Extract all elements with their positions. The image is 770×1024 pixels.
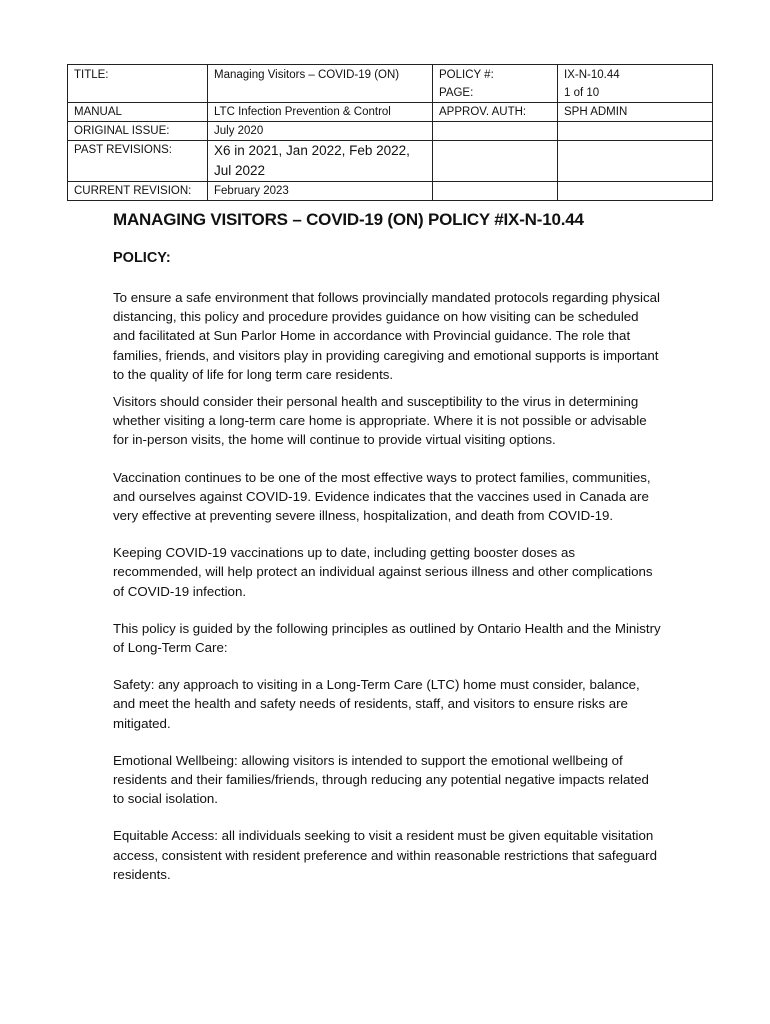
paragraph: Visitors should consider their personal health and susceptibility to the virus in determining whether visiting a long-term care home is appropriate. Where it is not possible or advisable for in-person visits, the home will continue to provide virtual visiting options. bbox=[113, 394, 647, 448]
past-revisions-value: X6 in 2021, Jan 2022, Feb 2022, Jul 2022 bbox=[208, 141, 433, 182]
manual-label: MANUAL bbox=[68, 103, 208, 122]
approv-auth-label: APPROV. AUTH: bbox=[433, 103, 558, 122]
paragraph: Emotional Wellbeing: allowing visitors is intended to support the emotional wellbeing of residents and their families/friends, through reducing any potential negative impacts related to social isolation. bbox=[113, 752, 649, 807]
policy-page-values bbox=[558, 65, 713, 103]
current-revision-label: CURRENT REVISION: bbox=[68, 182, 208, 201]
manual-value: LTC Infection Prevention & Control bbox=[208, 103, 433, 122]
paragraph: Vaccination continues to be one of the most effective ways to protect families, communities, and ourselves against COVID-19. Evidence indicates that the vaccines used in Canada are very effective at preventing severe illness, hospitalization, and death from COVID-19. bbox=[113, 469, 651, 524]
policy-page-labels bbox=[433, 65, 558, 103]
paragraph: Equitable Access: all individuals seeking to visit a resident must be given equitable visitation access, consistent with resident preference and within reasonable restrictions that safeguard residents. bbox=[113, 828, 657, 882]
paragraph: Safety: any approach to visiting in a Long-Term Care (LTC) home must consider, balance, and meet the health and safety needs of residents, staff, and visitors to ensure risks are mitigated. bbox=[113, 677, 640, 731]
policy-label: POLICY #: bbox=[439, 69, 494, 81]
empty-cell bbox=[433, 182, 558, 201]
policy-body bbox=[113, 288, 661, 884]
policy-heading: POLICY: bbox=[113, 250, 171, 266]
empty-cell bbox=[558, 122, 713, 141]
title-label: TITLE: bbox=[68, 65, 208, 103]
document-title: MANAGING VISITORS – COVID-19 (ON) POLICY #IX-N-10.44 bbox=[113, 210, 584, 229]
original-issue-label: ORIGINAL ISSUE: bbox=[68, 122, 208, 141]
title-value: Managing Visitors – COVID-19 (ON) bbox=[208, 65, 433, 103]
current-revision-value: February 2023 bbox=[208, 182, 433, 201]
empty-cell bbox=[433, 122, 558, 141]
policy-value: IX-N-10.44 bbox=[564, 69, 620, 81]
empty-cell bbox=[558, 141, 713, 182]
empty-cell bbox=[433, 141, 558, 182]
original-issue-value: July 2020 bbox=[208, 122, 433, 141]
past-revisions-label: PAST REVISIONS: bbox=[68, 141, 208, 182]
approv-auth-value: SPH ADMIN bbox=[558, 103, 713, 122]
policy-header-table bbox=[67, 64, 713, 201]
paragraph: This policy is guided by the following principles as outlined by Ontario Health and the Ministry of Long-Term Care: bbox=[113, 620, 661, 656]
empty-cell bbox=[558, 182, 713, 201]
paragraph: Keeping COVID-19 vaccinations up to date, including getting booster doses as recommended, will help protect an individual against serious illness and other complications of COVID-19 infection. bbox=[113, 545, 653, 599]
page-label: PAGE: bbox=[439, 87, 474, 99]
paragraph: To ensure a safe environment that follows provincially mandated protocols regarding physical distancing, this policy and procedure provides guidance on how visiting can be scheduled and facilitated at Sun Parlor Home in accordance with Provincial guidance. The role that families, friends, and visitors play in providing caregiving and emotional supports is important to the quality of life for long term care residents. bbox=[113, 290, 660, 382]
page-value: 1 of 10 bbox=[564, 87, 600, 99]
